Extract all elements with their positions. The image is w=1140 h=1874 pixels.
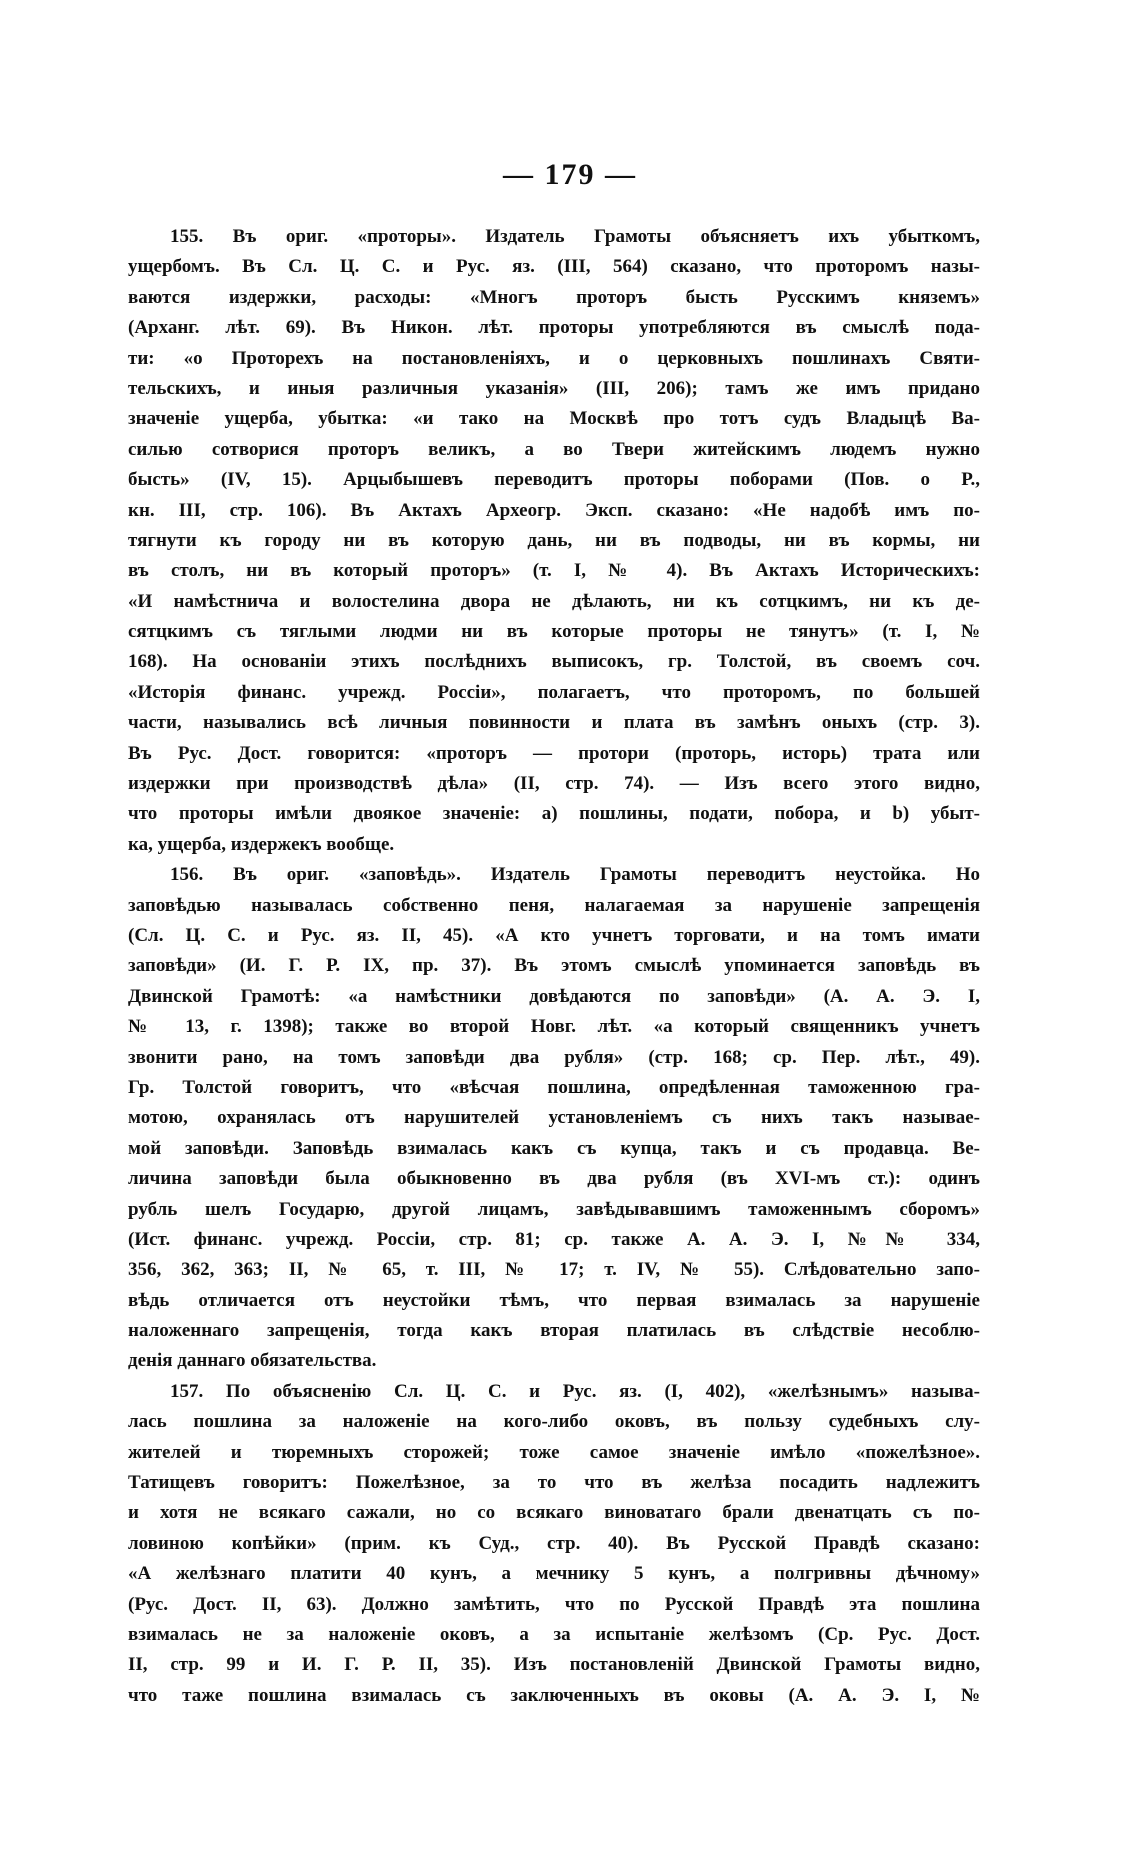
- text-line: рубль шелъ Государю, другой лицамъ, завѣдывавшимъ таможеннымъ сборомъ»: [128, 1198, 980, 1220]
- text-line: мотою, охранялась отъ нарушителей установленіемъ съ нихъ такъ называе-: [128, 1107, 980, 1129]
- text-line: въ столъ, ни въ который проторъ» (т. I, № 4). Въ Актахъ Историческихъ:: [128, 560, 980, 582]
- text-line: II, стр. 99 и И. Г. Р. II, 35). Изъ постановленій Двинской Грамоты видно,: [128, 1654, 980, 1676]
- text-line: (Рус. Дост. II, 63). Должно замѣтить, что по Русской Правдѣ эта пошлина: [128, 1593, 980, 1615]
- text-line: 156. Въ ориг. «заповѣдь». Издатель Грамоты переводитъ неустойка. Но: [170, 864, 980, 886]
- text-line: «И намѣстнича и волостелина двора не дѣлають, ни къ сотцкимъ, ни къ де-: [128, 590, 980, 612]
- text-line: наложеннаго запрещенія, тогда какъ вторая платилась въ слѣдствіе несоблю-: [128, 1320, 980, 1342]
- text-line: Гр. Толстой говоритъ, что «вѣсчая пошлина, опредѣленная таможенною гра-: [128, 1076, 980, 1098]
- text-line: взималась не за наложеніе оковъ, а за испытаніе желѣзомъ (Ср. Рус. Дост.: [128, 1623, 980, 1645]
- text-line: личина заповѣди была обыкновенно въ два рубля (въ XVI-мъ ст.): одинъ: [128, 1168, 980, 1190]
- text-line: «Исторія финанс. учрежд. Россіи», полагаетъ, что проторомъ, по большей: [128, 681, 980, 703]
- text-line: звонити рано, на томъ заповѣди два рубля» (стр. 168; ср. Пер. лѣт., 49).: [128, 1046, 980, 1068]
- text-line: вѣдь отличается отъ неустойки тѣмъ, что первая взималась за нарушеніе: [128, 1289, 980, 1311]
- text-line: сятцкимъ съ тяглыми людми ни въ которые проторы не тянутъ» (т. I, №: [128, 621, 980, 643]
- text-line: «А желѣзнаго платити 40 кунъ, а мечнику 5 кунъ, а полгривны дѣчному»: [128, 1563, 980, 1585]
- text-line: 155. Въ ориг. «проторы». Издатель Грамоты объясняетъ ихъ убыткомъ,: [170, 226, 980, 247]
- text-line: № 13, г. 1398); также во второй Новг. лѣт. «а который священникъ учнетъ: [128, 1016, 980, 1038]
- text-line: Татищевъ говоритъ: Пожелѣзное, за то что въ желѣза посадить надлежитъ: [128, 1472, 980, 1494]
- text-line: мой заповѣди. Заповѣдь взималась какъ съ купца, такъ и съ продавца. Ве-: [128, 1137, 980, 1159]
- text-line: ущербомъ. Въ Сл. Ц. С. и Рус. яз. (III, 564) сказано, что проторомъ назы-: [128, 256, 980, 278]
- text-line: (Арханг. лѣт. 69). Въ Никон. лѣт. проторы употребляются въ смыслѣ пода-: [128, 317, 980, 339]
- text-line: заповѣди» (И. Г. Р. IX, пр. 37). Въ этомъ смыслѣ упоминается заповѣдь въ: [128, 955, 980, 977]
- text-line: Въ Рус. Дост. говорится: «проторъ — протори (проторь, исторь) трата или: [128, 742, 980, 764]
- text-line: (Сл. Ц. С. и Рус. яз. II, 45). «А кто учнетъ торговати, и на томъ имати: [128, 924, 980, 946]
- text-line: жителей и тюремныхъ сторожей; тоже самое значеніе имѣло «пожелѣзное».: [128, 1441, 980, 1463]
- text-line: ти: «о Проторехъ на постановленіяхъ, и о церковныхъ пошлинахъ Святи-: [128, 347, 980, 369]
- text-line: кн. III, стр. 106). Въ Актахъ Археогр. Эксп. сказано: «Не надобѣ имъ по-: [128, 499, 980, 521]
- text-line: лась пошлина за наложеніе на кого-либо оковъ, въ пользу судебныхъ слу-: [128, 1411, 980, 1433]
- text-line: и хотя не всякаго сажали, но со всякаго виноватаго брали двенатцать съ по-: [128, 1502, 980, 1524]
- text-line: Двинской Грамотѣ: «а намѣстники довѣдаются по заповѣди» (А. А. Э. I,: [128, 985, 980, 1007]
- text-line: силью сотворися проторъ великъ, а во Твери житейскимъ людемъ нужно: [128, 438, 980, 460]
- text-line: ловиною копѣйки» (прим. къ Суд., стр. 40). Въ Русской Правдѣ сказано:: [128, 1532, 980, 1554]
- text-line: значеніе ущерба, убытка: «и тако на Москвѣ про тотъ судъ Владыцѣ Ва-: [128, 408, 980, 430]
- text-line: части, назывались всѣ личныя повинности и плата въ замѣнъ оныхъ (стр. 3).: [128, 712, 980, 734]
- text-line: тельскихъ, и иныя различныя указанія» (III, 206); тамъ же имъ придано: [128, 377, 980, 399]
- text-line: издержки при производствѣ дѣла» (II, стр. 74). — Изъ всего этого видно,: [128, 773, 980, 795]
- text-line: 157. По объясненію Сл. Ц. С. и Рус. яз. (I, 402), «желѣзнымъ» называ-: [170, 1380, 980, 1402]
- text-line: бысть» (IV, 15). Арцыбышевъ переводитъ проторы поборами (Пов. о Р.,: [128, 469, 980, 491]
- text-line: 356, 362, 363; II, № 65, т. III, № 17; т. IV, № 55). Слѣдовательно запо-: [128, 1259, 980, 1281]
- text-line: денія даннаго обязательства.: [128, 1350, 377, 1372]
- text-body: [128, 222, 980, 1711]
- text-line: ка, ущерба, издержекъ вообще.: [128, 833, 395, 855]
- text-line: 168). На основаніи этихъ послѣднихъ выписокъ, гр. Толстой, въ своемъ соч.: [128, 651, 980, 673]
- text-line: что проторы имѣли двоякое значеніе: а) пошлины, подати, побора, и b) убыт-: [128, 803, 980, 825]
- text-line: что таже пошлина взималась съ заключенныхъ въ оковы (А. А. Э. I, №: [128, 1684, 980, 1706]
- text-line: заповѣдью называлась собственно пеня, налагаемая за нарушеніе запрещенія: [128, 894, 980, 916]
- text-line: ваются издержки, расходы: «Многъ проторъ бысть Русскимъ княземъ»: [128, 286, 980, 308]
- text-line: (Ист. финанс. учрежд. Россіи, стр. 81; ср. также А. А. Э. I, №№ 334,: [128, 1228, 980, 1250]
- text-line: тягнути къ городу ни въ которую дань, ни въ подводы, ни въ кормы, ни: [128, 529, 980, 551]
- page-number: — 179 —: [503, 158, 637, 191]
